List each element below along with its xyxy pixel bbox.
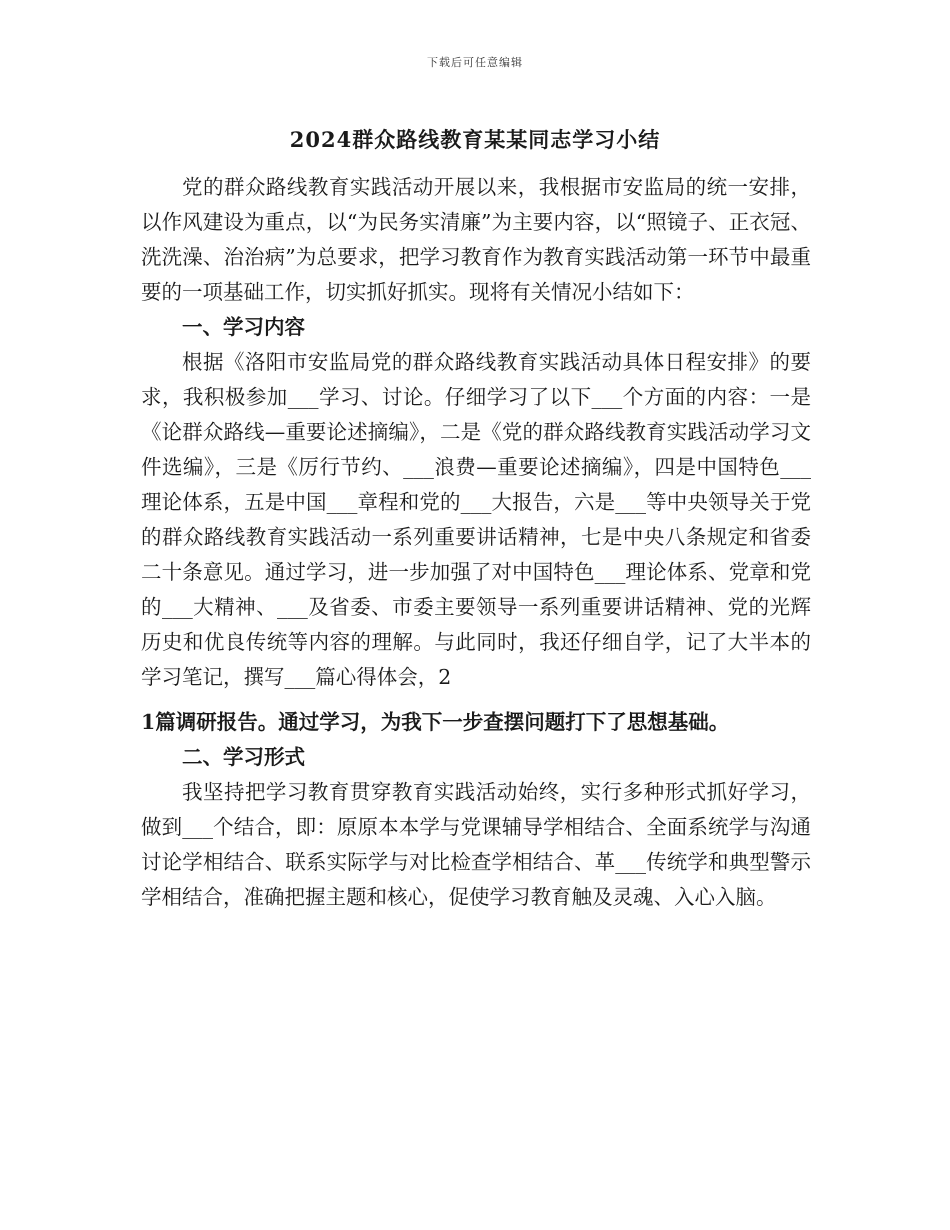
header-note: 下载后可任意编辑 [427, 56, 523, 69]
section-heading-learning-form: 二、学习形式 [182, 745, 305, 769]
intro-paragraph: 党的群众路线教育实践活动开展以来，我根据市安监局的统一安排，以作风建设为重点，以“为民务实清廉”为主要内容，以“照镜子、正衣冠、洗洗澡、治治病”为总要求，把学习教育作为教育实践活动第一环节中最重要的一项基础工作，切实抓好抓实。现将有关情况小结如下： [141, 175, 811, 304]
learning-content-paragraph: 根据《洛阳市安监局党的群众路线教育实践活动具体日程安排》的要求，我积极参加___学习、讨论。仔细学习了以下___个方面的内容：一是《论群众路线—重要论述摘编》，二是《党的群众路线教育实践活动学习文件选编》，三是《厉行节约、___浪费—重要论述摘编》，四是中国特色___理论体系，五是中国___章程和党的___大报告，六是___等中央领导关于党的群众路线教育实践活动一系列重要讲话精神，七是中央八条规定和省委二十条意见。通过学习，进一步加强了对中国特色___理论体系、党章和党的___大精神、___及省委、市委主要领导一系列重要讲话精神、党的光辉历史和优良传统等内容的理解。与此同时，我还仔细自学，记了大半本的学习笔记，撰写___篇心得体会，2 [141, 350, 811, 689]
section-heading-learning-content: 一、学习内容 [182, 315, 305, 339]
research-report-line: 1篇调研报告。通过学习，为我下一步查摆问题打下了思想基础。 [141, 710, 730, 734]
learning-form-paragraph: 我坚持把学习教育贯穿教育实践活动始终，实行多种形式抓好学习，做到___个结合，即：原原本本学与党课辅导学相结合、全面系统学与沟通讨论学相结合、联系实际学与对比检查学相结合、革___传统学和典型警示学相结合，准确把握主题和核心，促使学习教育触及灵魂、入心入脑。 [141, 780, 811, 909]
document-body [141, 170, 811, 915]
document-title: 2024群众路线教育某某同志学习小结 [289, 127, 661, 152]
